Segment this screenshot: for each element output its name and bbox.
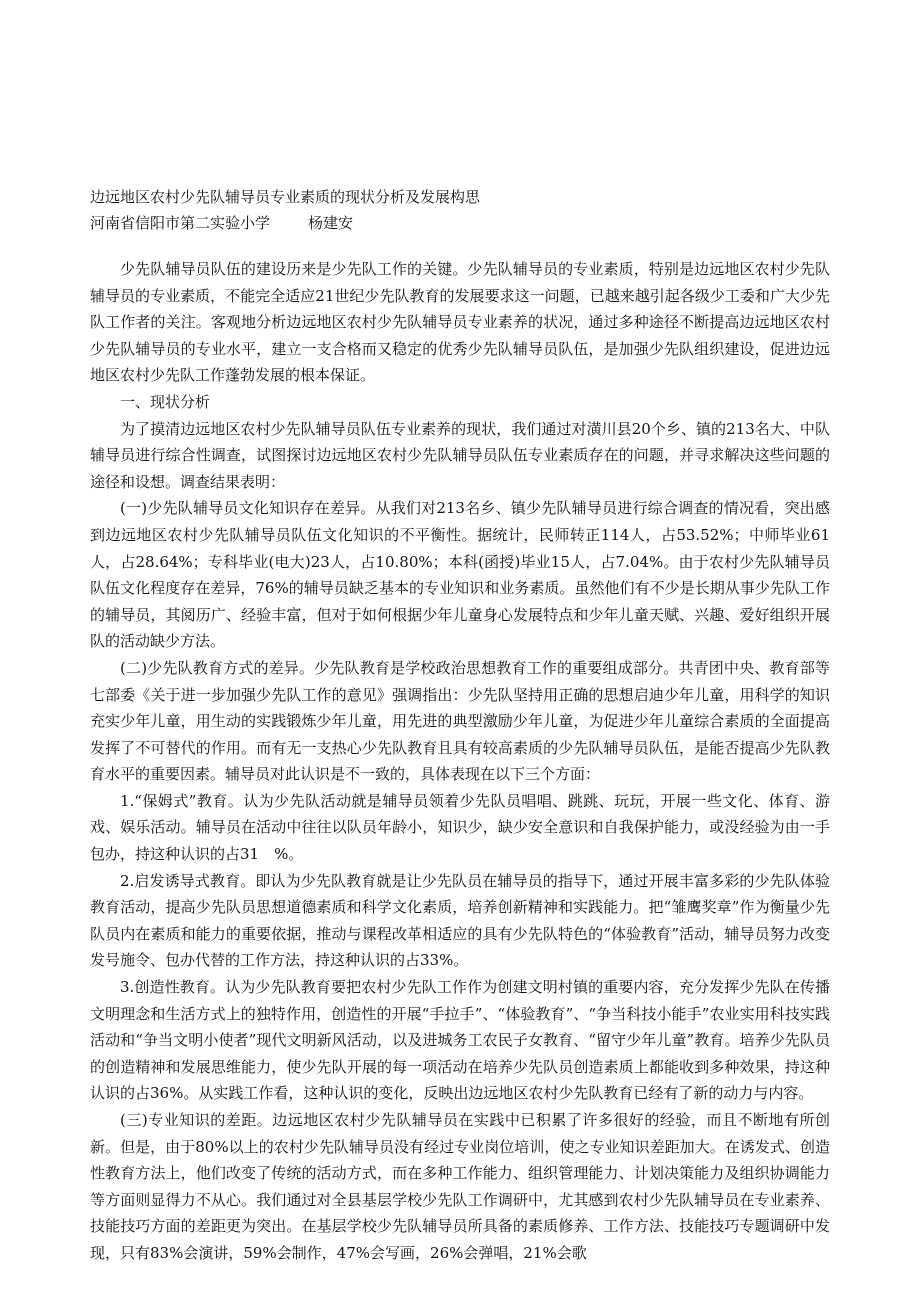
document-title: 边远地区农村少先队辅导员专业素质的现状分析及发展构思 bbox=[90, 188, 481, 206]
paragraph-survey: 为了摸清边远地区农村少先队辅导员队伍专业素养的现状，我们通过对潢川县20个乡、镇的213名大、中队辅导员进行综合性调查，试图探讨边远地区农村少先队辅导员队伍专业素质存在的问题，并寻求解决这些问题的途径和设想。调查结果表明： bbox=[90, 419, 830, 491]
section-heading-status: 一、现状分析 bbox=[120, 392, 211, 411]
paragraph-method-gap: (二)少先队教育方式的差异。少先队教育是学校政治思想教育工作的重要组成部分。共青团中央、教育部等七部委《关于进一步加强少先队工作的意见》强调指出：少先队坚持用正确的思想启迪少年儿童，用科学的知识充实少年儿童，用生动的实践锻炼少年儿童，用先进的典型激励少年儿童，为促进少年儿童综合素质的全面提高发挥了不可替代的作用。而有无一支热心少先队教育且具有较高素质的少先队辅导员队伍，是能否提高少先队教育水平的重要因素。辅导员对此认识是不一致的，具体表现在以下三个方面： bbox=[90, 658, 830, 784]
byline bbox=[90, 210, 830, 236]
document-body bbox=[90, 256, 830, 1267]
paragraph-creative-style: 3.创造性教育。认为少先队教育要把农村少先队工作作为创建文明村镇的重要内容，充分发挥少先队在传播文明理念和生活方式上的独特作用，创造性的开展“手拉手”、“体验教育”、“争当科技小能手”农业实用科技实践活动和“争当文明小使者”现代文明新风活动，以及进城务工农民子女教育、“留守少年儿童”教育。培养少先队员的创造精神和发展思维能力，使少先队开展的每一项活动在培养少先队员创造素质上都能收到多种效果，持这种认识的占36%。从实践工作看，这种认识的变化，反映出边远地区农村少先队教育已经有了新的动力与内容。 bbox=[90, 978, 830, 1103]
paragraph-intro: 少先队辅导员队伍的建设历来是少先队工作的关键。少先队辅导员的专业素质，特别是边远地区农村少先队辅导员的专业素质，不能完全适应21世纪少先队教育的发展要求这一问题，已越来越引起各级少工委和广大少先队工作者的关注。客观地分析边远地区农村少先队辅导员专业素养的状况，通过多种途径不断提高边远地区农村少先队辅导员的专业水平，建立一支合格而又稳定的优秀少先队辅导员队伍，是加强少先队组织建设，促进边远地区农村少先队工作蓬勃发展的根本保证。 bbox=[90, 260, 830, 385]
paragraph-guided-style: 2.启发诱导式教育。即认为少先队教育就是让少先队员在辅导员的指导下，通过开展丰富多彩的少先队体验教育活动，提高少先队员思想道德素质和科学文化素质，培养创新精神和实践能力。把“雏鹰奖章”作为衡量少先队员内在素质和能力的重要依据，推动与课程改革相适应的具有少先队特色的“体验教育”活动，辅导员努力改变发号施令、包办代替的工作方法，持这种认识的占33%。 bbox=[90, 871, 830, 970]
affiliation: 河南省信阳市第二实验小学 bbox=[90, 214, 271, 232]
author-name: 杨建安 bbox=[308, 214, 354, 232]
paragraph-professional-gap: (三)专业知识的差距。边远地区农村少先队辅导员在实践中已积累了许多很好的经验，而且不断地有所创新。但是，由于80%以上的农村少先队辅导员没有经过专业岗位培训，使之专业知识差距加大。在诱发式、创造性教育方法上，他们改变了传统的活动方式，而在多种工作能力、组织管理能力、计划决策能力及组织协调能力等方面则显得力不从心。我们通过对全县基层学校少先队工作调研中，尤其感到农村少先队辅导员在专业素养、技能技巧方面的差距更为突出。在基层学校少先队辅导员所具备的素质修养、工作方法、技能技巧专题调研中发现，只有83%会演讲，59%会制作，47%会写画，26%会弹唱，21%会歌 bbox=[90, 1111, 830, 1262]
paragraph-knowledge-gap: (一)少先队辅导员文化知识存在差异。从我们对213名乡、镇少先队辅导员进行综合调查的情况看，突出感到边远地区农村少先队辅导员队伍文化知识的不平衡性。据统计，民师转正114人，占53.52%；中师毕业61人，占28.64%；专科毕业(电大)23人，占10.80%；本科(函授)毕业15人，占7.04%。由于农村少先队辅导员队伍文化程度存在差异，76%的辅导员缺乏基本的专业知识和业务素质。虽然他们有不少是长期从事少先队工作的辅导员，其阅历广、经验丰富，但对于如何根据少年儿童身心发展特点和少年儿童天赋、兴趣、爱好组织开展队的活动缺少方法。 bbox=[90, 499, 830, 651]
paragraph-nanny-style: 1.“保姆式”教育。认为少先队活动就是辅导员领着少先队员唱唱、跳跳、玩玩，开展一些文化、体育、游戏、娱乐活动。辅导员在活动中往往以队员年龄小，知识少，缺少安全意识和自我保护能力，或没经验为由一手包办，持这种认识的占31 %。 bbox=[90, 791, 830, 864]
document-header bbox=[90, 184, 830, 236]
